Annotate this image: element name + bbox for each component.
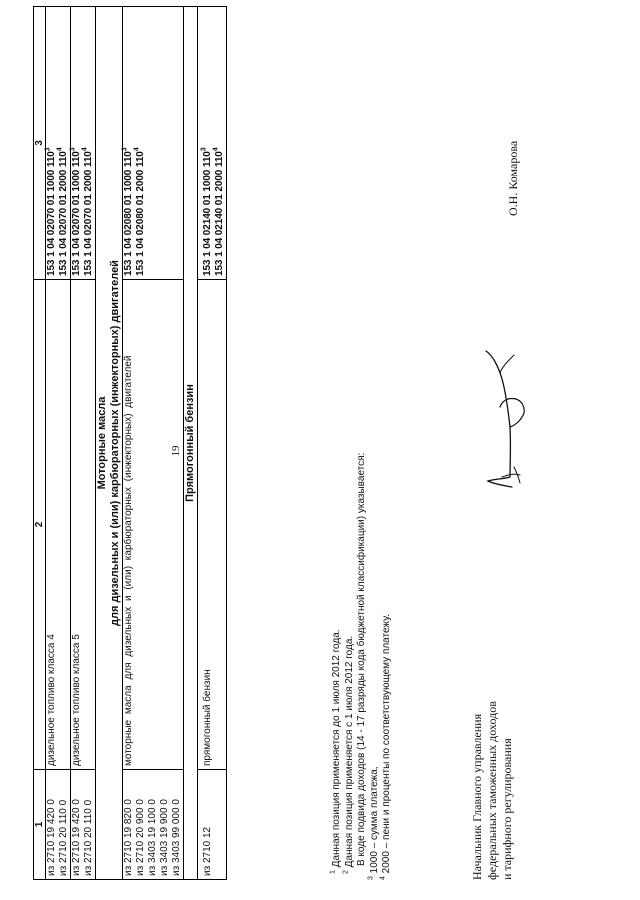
tnved-code: из 2710 20 110 0	[83, 799, 94, 876]
budget-code-footnote-mark: 4	[81, 147, 89, 152]
column-header-1: 1	[34, 770, 46, 880]
budget-code	[123, 10, 135, 276]
table-header-row	[34, 7, 46, 880]
budget-code	[58, 10, 70, 276]
product-description: прямогонный бензин	[198, 280, 227, 770]
section-row-gasoline	[184, 7, 198, 880]
signer-position	[470, 701, 515, 880]
position-line: и тарифного регулирования	[500, 738, 514, 880]
page-number: 19	[170, 445, 182, 457]
footnote-mark: 2	[342, 870, 350, 874]
budget-code-table	[33, 6, 227, 880]
footnote-mark: 1	[329, 870, 337, 874]
budget-code	[202, 10, 214, 276]
footnote-text: 1000 – сумма платежа,	[368, 766, 380, 877]
footnote-mark: 4	[379, 876, 387, 880]
footnote-explanation	[356, 320, 369, 880]
tnved-code: из 2710 12	[202, 826, 213, 876]
budget-code	[83, 10, 95, 276]
tnved-code: из 2710 19 820 0	[123, 799, 134, 876]
budget-code	[71, 10, 83, 276]
column-header-2: 2	[34, 280, 46, 770]
tnved-code: из 2710 19 420 0	[46, 799, 57, 876]
footnote-text: Данная позиция применяется с 1 июля 2012 года.	[343, 635, 355, 871]
handwritten-signature	[468, 335, 548, 505]
budget-code-footnote-mark: 4	[212, 147, 220, 152]
footnote-4	[381, 320, 394, 880]
budget-code-value: 153 1 04 02070 01 2000 110	[83, 151, 94, 276]
signer-name: О.Н. Комарова	[506, 140, 520, 216]
budget-code-footnote-mark: 4	[133, 147, 141, 152]
table-row-motor-oils	[123, 7, 184, 880]
section-row-motor-oils	[96, 7, 123, 880]
footnotes	[331, 320, 394, 880]
budget-code	[46, 10, 58, 276]
budget-code-value: 153 1 04 02070 01 1000 110	[46, 151, 57, 276]
tnved-codes	[198, 770, 227, 880]
footnote-1	[331, 320, 344, 880]
footnote-3	[369, 320, 382, 880]
footnote-text: 2000 – пени и проценты по соответствующему платежу.	[381, 613, 392, 877]
tnved-code: из 2710 20 110 0	[58, 799, 69, 876]
budget-codes	[123, 7, 184, 280]
budget-code-footnote-mark: 3	[69, 147, 77, 152]
budget-code-footnote-mark: 3	[200, 147, 208, 152]
position-line: федеральных таможенных доходов	[485, 701, 499, 880]
budget-code	[135, 10, 147, 276]
tnved-code: из 2710 19 420 0	[71, 799, 82, 876]
budget-code-value: 153 1 04 02070 01 1000 110	[71, 151, 82, 276]
table-row-gasoline	[198, 7, 227, 880]
tnved-codes	[71, 770, 96, 880]
tnved-code-spacer	[214, 773, 226, 876]
budget-code-footnote-mark: 3	[44, 147, 52, 152]
budget-code-value: 153 1 04 02140 01 2000 110	[214, 151, 225, 276]
table-row-diesel-class5	[71, 7, 96, 880]
product-description: дизельное топливо класса 5	[71, 280, 96, 770]
budget-code	[214, 10, 226, 276]
budget-code-value: 153 1 04 02080 01 1000 110	[123, 151, 134, 276]
budget-code-footnote-mark: 4	[56, 147, 64, 152]
budget-code-footnote-mark: 3	[121, 147, 129, 152]
section-heading-motor-oils	[96, 7, 123, 880]
column-header-3: 3	[34, 7, 46, 280]
tnved-codes	[123, 770, 184, 880]
section-heading-gasoline: Прямогонный бензин	[184, 7, 198, 880]
footnote-text: Данная позиция применяется до 1 июля 2012 года.	[331, 629, 342, 871]
section-title: Моторные масла	[96, 396, 108, 490]
product-description: моторные масла для дизельных и (или) карбюраторных (инжекторных) двигателей	[123, 280, 184, 770]
budget-codes	[46, 7, 71, 280]
budget-code-value: 153 1 04 02140 01 1000 110	[202, 151, 213, 276]
budget-codes	[198, 7, 227, 280]
table-row-diesel-class4	[46, 7, 71, 880]
position-line: Начальник Главного управления	[470, 713, 484, 880]
footnote-mark: 3	[367, 876, 375, 880]
footnote-text: В коде подвида доходов (14 - 17 разряды кода бюджетной классификации) указывается:	[356, 452, 367, 866]
tnved-code: из 2710 20 900 0	[135, 799, 146, 876]
footnote-2	[344, 320, 357, 880]
section-subtitle: для дизельных и (или) карбюраторных (инжекторных) двигателей	[109, 260, 121, 626]
product-description: дизельное топливо класса 4	[46, 280, 71, 770]
budget-code-value: 153 1 04 02080 01 2000 110	[135, 151, 146, 276]
budget-code-value: 153 1 04 02070 01 2000 110	[58, 151, 69, 276]
tnved-code: из 3403 19 900 0	[159, 799, 170, 876]
tnved-code: из 3403 19 100 0	[147, 799, 158, 876]
tnved-code: из 3403 99 000 0	[171, 799, 182, 876]
tnved-codes	[46, 770, 71, 880]
budget-codes	[71, 7, 96, 280]
